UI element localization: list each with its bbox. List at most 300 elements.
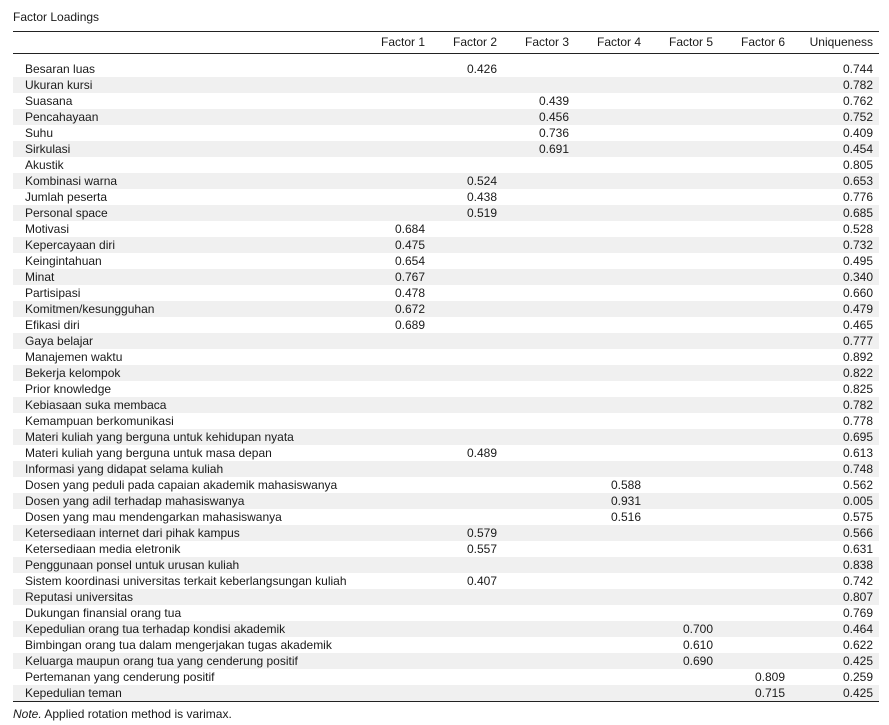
variable-name: Materi kuliah yang berguna untuk kehidupan nyata <box>13 429 359 445</box>
factor-3-loading <box>503 221 575 237</box>
factor-5-loading <box>647 381 719 397</box>
uniqueness-value: 0.744 <box>842 62 873 76</box>
table-row <box>13 493 879 509</box>
uniqueness-value: 0.622 <box>842 638 873 652</box>
table-row <box>13 109 879 125</box>
factor-2-loading <box>431 397 503 413</box>
variable-name: Personal space <box>13 205 359 221</box>
factor-1-loading <box>359 333 431 349</box>
uniqueness-value: 0.454 <box>791 141 879 157</box>
factor-2-loading <box>431 493 503 509</box>
factor-1-loading <box>359 525 431 541</box>
factor-1-loading <box>359 349 431 365</box>
factor-2-loading <box>431 349 503 365</box>
table-row <box>13 61 879 77</box>
factor-2-loading: 0.519 <box>431 205 503 221</box>
factor-3-loading: 0.736 <box>538 126 569 140</box>
factor-1-loading <box>359 157 431 173</box>
factor-5-loading <box>647 413 719 429</box>
factor-5-loading <box>647 173 719 189</box>
factor-1-loading <box>359 589 431 605</box>
variable-name: Ketersediaan internet dari pihak kampus <box>13 525 359 541</box>
factor-2-loading: 0.524 <box>431 173 503 189</box>
factor-2-loading <box>431 109 503 125</box>
table-row <box>13 381 879 397</box>
uniqueness-value: 0.892 <box>842 350 873 364</box>
factor-4-loading <box>575 397 647 413</box>
factor-6-loading <box>719 141 791 157</box>
factor-4-loading <box>575 525 647 541</box>
factor-1-loading <box>359 365 431 381</box>
factor-4-loading <box>575 285 647 301</box>
factor-5-loading <box>647 429 719 445</box>
factor-5-loading <box>647 669 719 685</box>
factor-1-loading <box>359 205 431 221</box>
factor-1-loading: 0.767 <box>359 269 431 285</box>
table-row <box>13 349 879 365</box>
factor-1-loading <box>359 397 431 413</box>
factor-4-loading <box>575 637 647 653</box>
factor-3-loading <box>503 541 575 557</box>
factor-1-loading <box>359 685 431 702</box>
table-row <box>13 333 879 349</box>
factor-6-loading <box>719 285 791 301</box>
factor-1-loading <box>359 141 431 157</box>
factor-3-loading <box>503 621 575 637</box>
factor-5-loading <box>647 349 719 365</box>
factor-5-loading <box>647 237 719 253</box>
table-row <box>13 157 879 173</box>
factor-4-loading <box>575 221 647 237</box>
variable-name: Komitmen/kesungguhan <box>13 301 359 317</box>
factor-3-loading <box>503 685 575 702</box>
table-row <box>13 221 879 237</box>
factor-5-loading <box>647 285 719 301</box>
factor-3-loading <box>503 237 575 253</box>
factor-3-loading <box>503 445 575 461</box>
factor-5-loading <box>647 189 719 205</box>
uniqueness-value: 0.762 <box>842 94 873 108</box>
factor-5-loading: 0.610 <box>682 638 713 652</box>
factor-1-loading <box>359 509 431 525</box>
table-row <box>13 413 879 429</box>
factor-2-loading: 0.579 <box>431 525 503 541</box>
factor-6-loading <box>719 93 791 109</box>
factor-4-loading <box>575 189 647 205</box>
factor-2-loading <box>431 685 503 702</box>
table-row <box>13 557 879 573</box>
factor-3-loading <box>503 653 575 669</box>
uniqueness-value: 0.259 <box>842 670 873 684</box>
factor-2-loading: 0.557 <box>466 542 497 556</box>
variable-name: Prior knowledge <box>25 382 112 396</box>
factor-3-loading <box>503 77 575 93</box>
table-row <box>13 525 879 541</box>
factor-4-loading <box>575 445 647 461</box>
factor-3-loading <box>503 365 575 381</box>
factor-5-loading <box>647 333 719 349</box>
factor-6-loading <box>719 77 791 93</box>
variable-name: Motivasi <box>25 222 70 236</box>
variable-name: Bekerja kelompok <box>13 365 359 381</box>
factor-6-loading <box>719 461 791 477</box>
factor-6-loading <box>719 653 791 669</box>
factor-6-loading <box>719 157 791 173</box>
factor-6-loading <box>719 541 791 557</box>
table-row <box>13 173 879 189</box>
column-header-factor-5: Factor 5 <box>647 32 719 54</box>
table-row <box>13 669 879 685</box>
factor-6-loading <box>719 477 791 493</box>
factor-3-loading <box>503 461 575 477</box>
factor-4-loading: 0.516 <box>610 510 641 524</box>
factor-1-loading: 0.684 <box>394 222 425 236</box>
factor-6-loading <box>719 637 791 653</box>
table-row <box>13 237 879 253</box>
factor-3-loading <box>503 477 575 493</box>
uniqueness-value: 0.464 <box>791 621 879 637</box>
factor-6-loading <box>719 525 791 541</box>
factor-2-loading <box>431 669 503 685</box>
factor-4-loading <box>575 253 647 269</box>
factor-3-loading <box>503 157 575 173</box>
factor-2-loading <box>431 429 503 445</box>
factor-6-loading <box>719 173 791 189</box>
uniqueness-value: 0.782 <box>791 77 879 93</box>
variable-name: Kepedulian orang tua terhadap kondisi akademik <box>13 621 359 637</box>
table-row <box>13 445 879 461</box>
uniqueness-value: 0.631 <box>842 542 873 556</box>
factor-6-loading <box>719 605 791 621</box>
factor-1-loading <box>359 541 431 557</box>
factor-6-loading <box>719 189 791 205</box>
variable-name: Manajemen waktu <box>25 350 123 364</box>
factor-5-loading <box>647 461 719 477</box>
factor-2-loading <box>431 333 503 349</box>
factor-5-loading: 0.690 <box>647 653 719 669</box>
factor-2-loading <box>431 221 503 237</box>
factor-4-loading <box>575 141 647 157</box>
spacer-row <box>13 54 879 62</box>
factor-4-loading <box>575 333 647 349</box>
table-row <box>13 301 879 317</box>
factor-2-loading <box>431 253 503 269</box>
factor-6-loading: 0.715 <box>719 685 791 702</box>
factor-1-loading <box>359 173 431 189</box>
factor-3-loading <box>503 525 575 541</box>
uniqueness-value: 0.776 <box>842 190 873 204</box>
variable-name: Minat <box>13 269 359 285</box>
factor-4-loading <box>575 589 647 605</box>
column-header-variable <box>13 32 359 54</box>
column-header-factor-3: Factor 3 <box>503 32 575 54</box>
table-row <box>13 477 879 493</box>
factor-6-loading <box>719 61 791 77</box>
uniqueness-value: 0.005 <box>791 493 879 509</box>
factor-3-loading <box>503 333 575 349</box>
factor-5-loading <box>647 365 719 381</box>
factor-5-loading <box>647 509 719 525</box>
factor-4-loading <box>575 557 647 573</box>
factor-1-loading <box>359 605 431 621</box>
variable-name: Besaran luas <box>25 62 96 76</box>
factor-5-loading <box>647 685 719 702</box>
table-row <box>13 93 879 109</box>
column-header-factor-1: Factor 1 <box>359 32 431 54</box>
variable-name: Bimbingan orang tua dalam mengerjakan tugas akademik <box>25 638 332 652</box>
column-header-factor-4: Factor 4 <box>575 32 647 54</box>
factor-6-loading: 0.809 <box>754 670 785 684</box>
uniqueness-value: 0.777 <box>791 333 879 349</box>
factor-1-loading: 0.478 <box>394 286 425 300</box>
table-row <box>13 605 879 621</box>
factor-1-loading <box>359 61 431 77</box>
factor-3-loading <box>503 669 575 685</box>
factor-3-loading <box>503 253 575 269</box>
uniqueness-value: 0.807 <box>791 589 879 605</box>
uniqueness-value: 0.805 <box>842 158 873 172</box>
factor-5-loading <box>647 445 719 461</box>
variable-name: Pertemanan yang cenderung positif <box>25 670 215 684</box>
uniqueness-value: 0.748 <box>791 461 879 477</box>
uniqueness-value: 0.822 <box>791 365 879 381</box>
factor-4-loading <box>575 685 647 702</box>
factor-4-loading <box>575 669 647 685</box>
variable-name: Kepercayaan diri <box>13 237 359 253</box>
factor-4-loading <box>575 61 647 77</box>
factor-1-loading <box>359 669 431 685</box>
uniqueness-value: 0.653 <box>791 173 879 189</box>
factor-3-loading <box>503 285 575 301</box>
factor-2-loading <box>431 301 503 317</box>
factor-5-loading <box>647 253 719 269</box>
factor-3-loading <box>503 301 575 317</box>
table-row <box>13 285 879 301</box>
factor-4-loading <box>575 413 647 429</box>
table-row <box>13 189 879 205</box>
factor-3-loading <box>503 349 575 365</box>
factor-6-loading <box>719 621 791 637</box>
factor-3-loading <box>503 269 575 285</box>
variable-name: Keingintahuan <box>25 254 102 268</box>
factor-6-loading <box>719 445 791 461</box>
factor-3-loading <box>503 637 575 653</box>
factor-6-loading <box>719 349 791 365</box>
uniqueness-value: 0.566 <box>791 525 879 541</box>
variable-name: Pencahayaan <box>13 109 359 125</box>
factor-4-loading: 0.588 <box>610 478 641 492</box>
factor-4-loading <box>575 573 647 589</box>
factor-1-loading <box>359 109 431 125</box>
table-row <box>13 621 879 637</box>
factor-4-loading <box>575 429 647 445</box>
factor-3-loading: 0.439 <box>538 94 569 108</box>
table-row <box>13 365 879 381</box>
factor-4-loading <box>575 269 647 285</box>
factor-3-loading <box>503 413 575 429</box>
factor-2-loading <box>431 477 503 493</box>
uniqueness-value: 0.340 <box>791 269 879 285</box>
factor-5-loading <box>647 573 719 589</box>
factor-4-loading <box>575 301 647 317</box>
factor-1-loading: 0.475 <box>359 237 431 253</box>
factor-5-loading <box>647 269 719 285</box>
uniqueness-value: 0.575 <box>842 510 873 524</box>
uniqueness-value: 0.778 <box>842 414 873 428</box>
variable-name: Kebiasaan suka membaca <box>13 397 359 413</box>
factor-1-loading <box>359 621 431 637</box>
variable-name: Partisipasi <box>25 286 81 300</box>
factor-2-loading <box>431 317 503 333</box>
uniqueness-value: 0.495 <box>842 254 873 268</box>
factor-4-loading <box>575 205 647 221</box>
factor-2-loading <box>431 509 503 525</box>
factor-2-loading <box>431 557 503 573</box>
factor-6-loading <box>719 413 791 429</box>
factor-4-loading <box>575 541 647 557</box>
uniqueness-value: 0.782 <box>791 397 879 413</box>
factor-6-loading <box>719 589 791 605</box>
factor-loadings-table <box>13 31 879 702</box>
table-row <box>13 125 879 141</box>
factor-6-loading <box>719 557 791 573</box>
factor-2-loading <box>431 93 503 109</box>
factor-5-loading <box>647 77 719 93</box>
factor-1-loading <box>359 653 431 669</box>
variable-name: Dosen yang mau mendengarkan mahasiswanya <box>25 510 282 524</box>
table-row <box>13 269 879 285</box>
factor-6-loading <box>719 269 791 285</box>
factor-6-loading <box>719 317 791 333</box>
factor-2-loading <box>431 365 503 381</box>
factor-5-loading <box>647 125 719 141</box>
variable-name: Sirkulasi <box>13 141 359 157</box>
factor-2-loading <box>431 461 503 477</box>
factor-6-loading <box>719 381 791 397</box>
table-row <box>13 205 879 221</box>
column-header-factor-6: Factor 6 <box>719 32 791 54</box>
factor-4-loading <box>575 237 647 253</box>
factor-3-loading: 0.691 <box>503 141 575 157</box>
factor-1-loading <box>359 189 431 205</box>
factor-4-loading <box>575 349 647 365</box>
factor-6-loading <box>719 301 791 317</box>
factor-3-loading <box>503 557 575 573</box>
factor-2-loading: 0.489 <box>466 446 497 460</box>
uniqueness-value: 0.685 <box>791 205 879 221</box>
variable-name: Ketersediaan media eletronik <box>25 542 181 556</box>
factor-2-loading <box>431 413 503 429</box>
factor-1-loading: 0.672 <box>359 301 431 317</box>
factor-6-loading <box>719 253 791 269</box>
factor-5-loading <box>647 157 719 173</box>
factor-4-loading <box>575 173 647 189</box>
factor-1-loading <box>359 637 431 653</box>
factor-2-loading <box>431 653 503 669</box>
factor-2-loading <box>431 237 503 253</box>
factor-5-loading <box>647 493 719 509</box>
factor-3-loading <box>503 509 575 525</box>
factor-2-loading <box>431 605 503 621</box>
variable-name: Informasi yang didapat selama kuliah <box>13 461 359 477</box>
table-body <box>13 54 879 702</box>
factor-4-loading <box>575 125 647 141</box>
factor-4-loading <box>575 621 647 637</box>
table-row <box>13 685 879 702</box>
factor-3-loading <box>503 429 575 445</box>
factor-4-loading <box>575 157 647 173</box>
factor-1-loading <box>359 493 431 509</box>
variable-name: Kemampuan berkomunikasi <box>25 414 174 428</box>
factor-5-loading <box>647 477 719 493</box>
table-row <box>13 589 879 605</box>
uniqueness-value: 0.732 <box>791 237 879 253</box>
factor-3-loading <box>503 381 575 397</box>
factor-6-loading <box>719 365 791 381</box>
table-row <box>13 637 879 653</box>
factor-1-loading <box>359 445 431 461</box>
factor-4-loading <box>575 605 647 621</box>
uniqueness-value: 0.742 <box>842 574 873 588</box>
factor-4-loading <box>575 77 647 93</box>
factor-5-loading <box>647 589 719 605</box>
factor-1-loading: 0.689 <box>394 318 425 332</box>
factor-6-loading <box>719 493 791 509</box>
factor-2-loading <box>431 141 503 157</box>
factor-6-loading <box>719 125 791 141</box>
table-row <box>13 253 879 269</box>
variable-name: Akustik <box>25 158 64 172</box>
factor-2-loading <box>431 269 503 285</box>
variable-name: Dosen yang adil terhadap mahasiswanya <box>13 493 359 509</box>
factor-5-loading <box>647 109 719 125</box>
factor-6-loading <box>719 109 791 125</box>
factor-2-loading <box>431 637 503 653</box>
factor-4-loading <box>575 109 647 125</box>
uniqueness-value: 0.660 <box>842 286 873 300</box>
table-row <box>13 461 879 477</box>
factor-2-loading <box>431 589 503 605</box>
variable-name: Keluarga maupun orang tua yang cenderung positif <box>13 653 359 669</box>
factor-2-loading <box>431 381 503 397</box>
variable-name: Kombinasi warna <box>13 173 359 189</box>
factor-1-loading <box>359 77 431 93</box>
factor-4-loading: 0.931 <box>575 493 647 509</box>
factor-6-loading <box>719 397 791 413</box>
uniqueness-value: 0.425 <box>791 685 879 702</box>
uniqueness-value: 0.465 <box>842 318 873 332</box>
factor-3-loading <box>503 173 575 189</box>
uniqueness-value: 0.825 <box>842 382 873 396</box>
table-title: Factor Loadings <box>13 10 100 24</box>
factor-5-loading <box>647 605 719 621</box>
uniqueness-value: 0.838 <box>791 557 879 573</box>
factor-1-loading <box>359 573 431 589</box>
factor-3-loading <box>503 61 575 77</box>
variable-name: Dosen yang peduli pada capaian akademik mahasiswanya <box>25 478 338 492</box>
column-header-uniqueness: Uniqueness <box>791 32 879 54</box>
variable-name: Reputasi universitas <box>13 589 359 605</box>
variable-name: Jumlah peserta <box>25 190 108 204</box>
factor-6-loading <box>719 509 791 525</box>
factor-5-loading <box>647 301 719 317</box>
factor-6-loading <box>719 333 791 349</box>
variable-name: Penggunaan ponsel untuk urusan kuliah <box>13 557 359 573</box>
variable-name: Suasana <box>25 94 73 108</box>
factor-3-loading: 0.456 <box>503 109 575 125</box>
factor-1-loading <box>359 557 431 573</box>
factor-4-loading <box>575 461 647 477</box>
